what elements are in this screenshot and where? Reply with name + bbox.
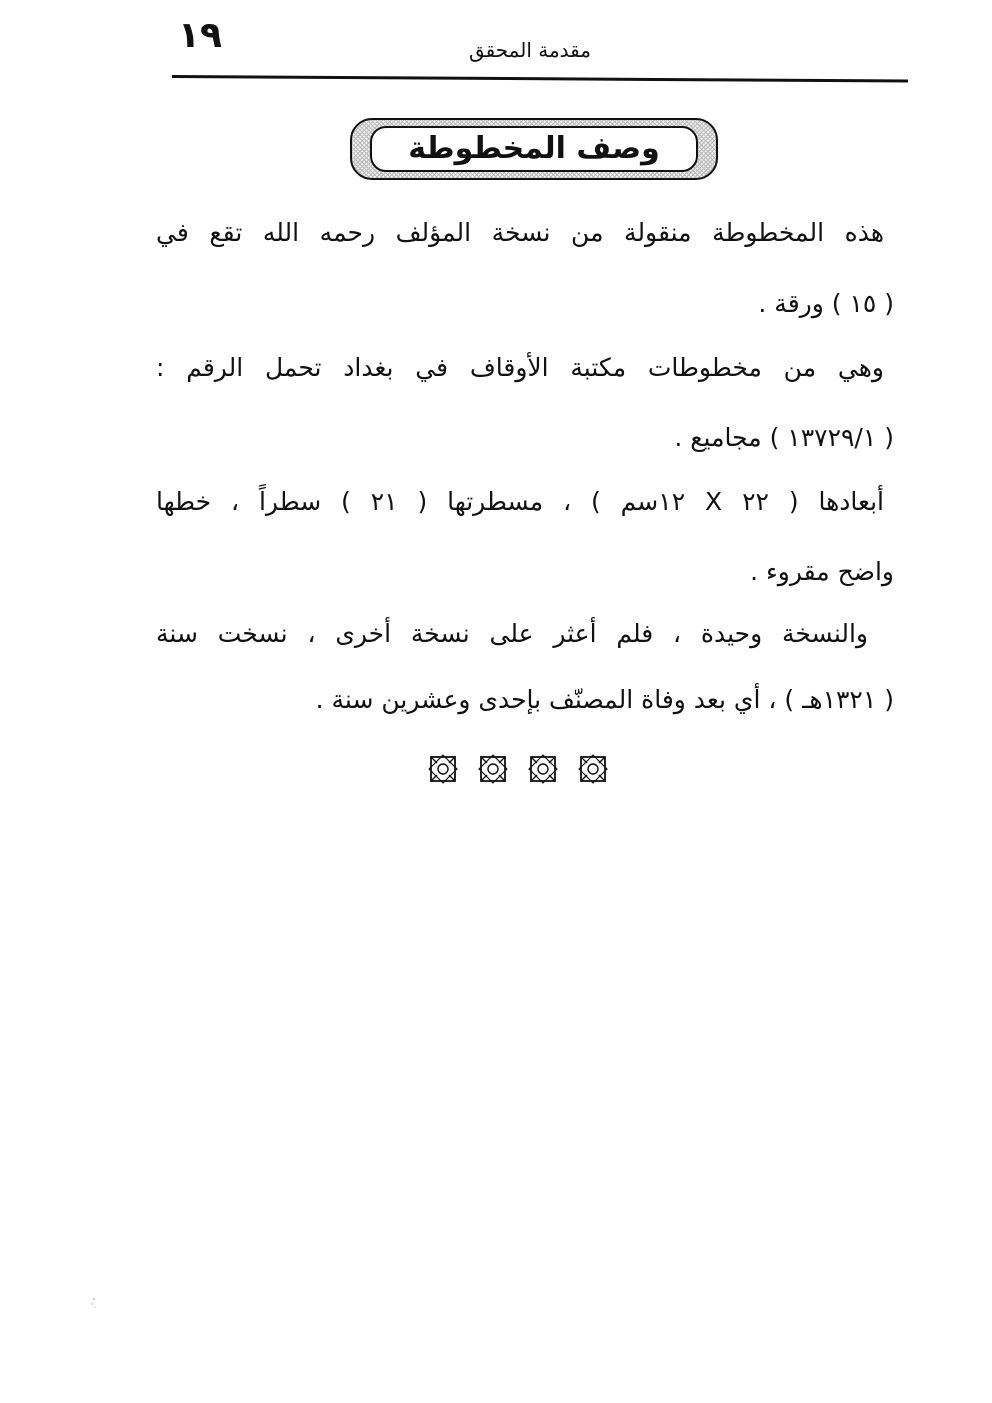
body-line-6: واضح مقروء . xyxy=(750,557,894,586)
section-title-frame xyxy=(350,118,718,180)
body-line-5: أبعادها ( ٢٢ X ١٢سم ) ، مسطرتها ( ٢١ ) سطراً ، خطها xyxy=(156,487,884,516)
body-line-4: ( ١٣٧٢٩/١ ) مجاميع . xyxy=(674,423,894,452)
body-line-8: ( ١٣٢١هـ ) ، أي بعد وفاة المصنّف بإحدى وعشرين سنة . xyxy=(315,685,894,714)
scan-speck xyxy=(88,1296,100,1310)
geometric-star-ornament-icon xyxy=(578,754,608,784)
body-line-1: هذه المخطوطة منقولة من نسخة المؤلف رحمه الله تقع في xyxy=(156,218,884,247)
geometric-star-ornament-icon xyxy=(478,754,508,784)
section-title-box xyxy=(370,126,698,172)
body-line-3: وهي من مخطوطات مكتبة الأوقاف في بغداد تحمل الرقم : xyxy=(156,353,884,382)
body-line-7: والنسخة وحيدة ، فلم أعثر على نسخة أخرى ، نسخت سنة xyxy=(156,619,868,648)
page-number: ١٩ xyxy=(178,15,222,56)
running-title: مقدمة المحقق xyxy=(468,38,592,62)
geometric-star-ornament-icon xyxy=(428,754,458,784)
section-title: وصف المخطوطة xyxy=(408,131,660,166)
body-line-2: ( ١٥ ) ورقة . xyxy=(758,289,894,318)
section-end-ornaments xyxy=(428,752,608,786)
header-rule xyxy=(172,75,908,82)
geometric-star-ornament-icon xyxy=(528,754,558,784)
